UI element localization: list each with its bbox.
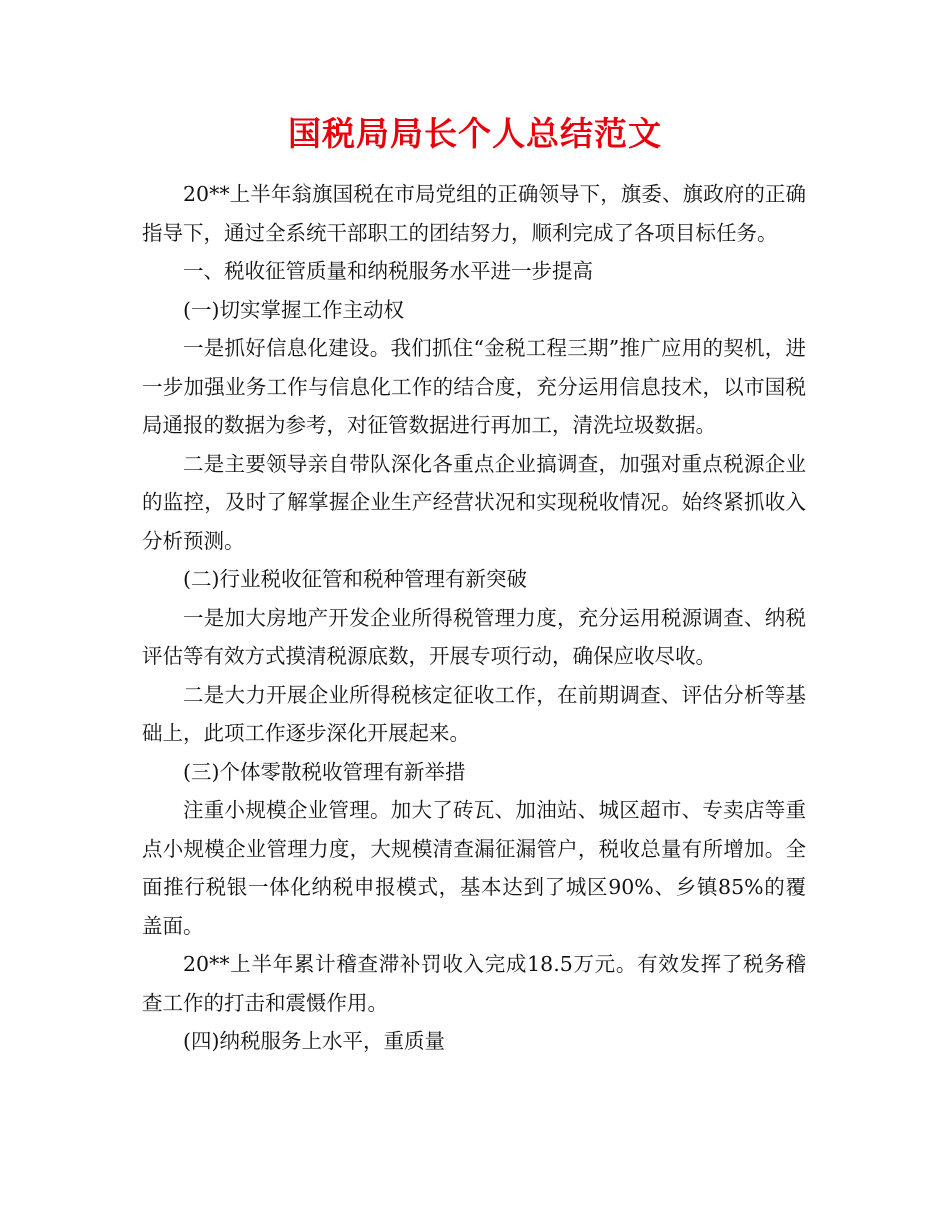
subsection-heading-4: (四)纳税服务上水平，重质量 bbox=[183, 1029, 445, 1053]
subsection-heading-3: (三)个体零散税收管理有新举措 bbox=[183, 759, 466, 784]
subsection-heading-1: (一)切实掌握工作主动权 bbox=[183, 297, 404, 322]
paragraph: 二是大力开展企业所得税核定征收工作，在前期调查、评估分析等基础上，此项工作逐步深化开展起来。 bbox=[142, 682, 806, 745]
paragraph: 二是主要领导亲自带队深化各重点企业搞调查，加强对重点税源企业的监控，及时了解掌握企业生产经营状况和实现税收情况。始终紧抓收入分析预测。 bbox=[142, 451, 806, 553]
paragraph-intro: 20**上半年翁旗国税在市局党组的正确领导下，旗委、旗政府的正确指导下，通过全系统干部职工的团结努力，顺利完成了各项目标任务。 bbox=[142, 182, 806, 245]
subsection-heading-2: (二)行业税收征管和税种管理有新突破 bbox=[183, 567, 527, 591]
document-title: 国税局局长个人总结范文 bbox=[288, 114, 662, 153]
paragraph: 注重小规模企业管理。加大了砖瓦、加油站、城区超市、专卖店等重点小规模企业管理力度，大规模清查漏征漏管户，税收总量有所增加。全面推行税银一体化纳税申报模式，基本达到了城区90%、乡镇85%的覆盖面。 bbox=[142, 798, 806, 938]
section-heading-1: 一、税收征管质量和纳税服务水平进一步提高 bbox=[183, 259, 593, 283]
document-body bbox=[142, 175, 806, 1061]
paragraph: 一是抓好信息化建设。我们抓住“金税工程三期”推广应用的契机，进一步加强业务工作与信息化工作的结合度，充分运用信息技术，以市国税局通报的数据为参考，对征管数据进行再加工，清洗垃圾数据。 bbox=[142, 336, 806, 437]
paragraph: 20**上半年累计稽查滞补罚收入完成18.5万元。有效发挥了税务稽查工作的打击和震慑作用。 bbox=[142, 952, 806, 1015]
paragraph: 一是加大房地产开发企业所得税管理力度，充分运用税源调查、纳税评估等有效方式摸清税源底数，开展专项行动，确保应收尽收。 bbox=[142, 605, 806, 668]
